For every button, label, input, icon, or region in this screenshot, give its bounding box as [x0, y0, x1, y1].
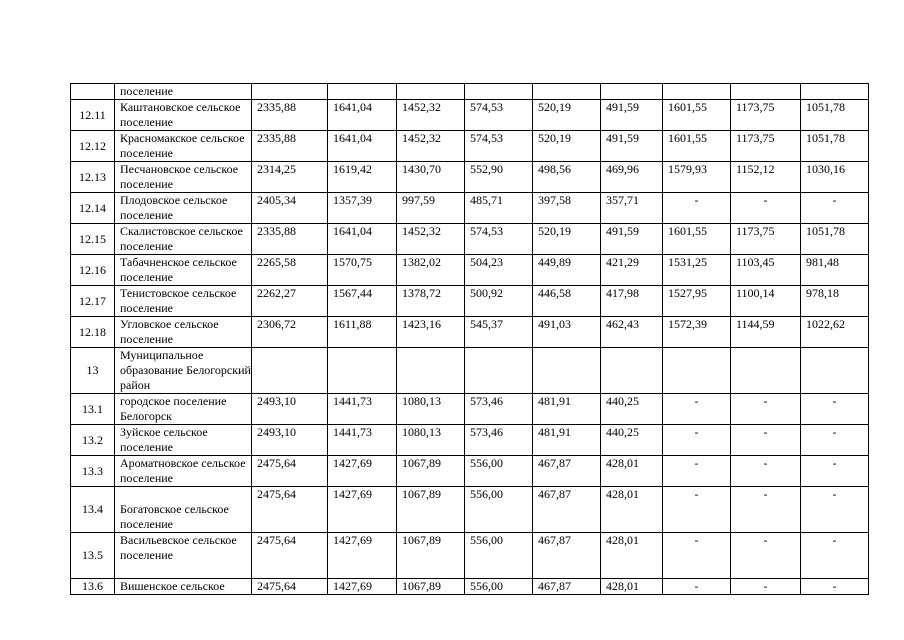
value-cell: 467,87: [533, 579, 601, 595]
row-number-cell: 12.11: [71, 100, 115, 131]
settlement-name-cell: Муниципальное образование Белогорский район: [115, 348, 252, 394]
value-cell: 1152,12: [731, 162, 801, 193]
value-cell: 485,71: [465, 193, 533, 224]
value-cell: 491,59: [601, 224, 663, 255]
value-cell: [601, 348, 663, 394]
value-cell: -: [663, 487, 731, 533]
table-row: [71, 394, 869, 425]
table-row: [71, 255, 869, 286]
value-cell: 469,96: [601, 162, 663, 193]
table-row: [71, 317, 869, 348]
value-cell: 573,46: [465, 425, 533, 456]
settlement-name-cell: Скалистовское сельское поселение: [115, 224, 252, 255]
value-cell: [252, 84, 328, 100]
value-cell: 1067,89: [397, 487, 465, 533]
value-cell: 574,53: [465, 100, 533, 131]
value-cell: 467,87: [533, 533, 601, 579]
value-cell: 2335,88: [252, 224, 328, 255]
value-cell: 2335,88: [252, 100, 328, 131]
value-cell: 1423,16: [397, 317, 465, 348]
value-cell: 2314,25: [252, 162, 328, 193]
value-cell: 417,98: [601, 286, 663, 317]
row-number-cell: 13.4: [71, 487, 115, 533]
value-cell: 491,59: [601, 131, 663, 162]
value-cell: 1378,72: [397, 286, 465, 317]
value-cell: 1531,25: [663, 255, 731, 286]
value-cell: 1022,62: [801, 317, 869, 348]
value-cell: 1452,32: [397, 131, 465, 162]
settlement-name-cell: поселение: [115, 84, 252, 100]
value-cell: [397, 348, 465, 394]
row-number-cell: 13.3: [71, 456, 115, 487]
value-cell: -: [731, 487, 801, 533]
value-cell: 440,25: [601, 394, 663, 425]
value-cell: 467,87: [533, 456, 601, 487]
value-cell: [663, 84, 731, 100]
table-row: [71, 348, 869, 394]
value-cell: 446,58: [533, 286, 601, 317]
value-cell: 1067,89: [397, 456, 465, 487]
settlement-name-cell: Угловское сельское поселение: [115, 317, 252, 348]
table-row: [71, 131, 869, 162]
value-cell: 2262,27: [252, 286, 328, 317]
value-cell: 1452,32: [397, 224, 465, 255]
value-cell: 2493,10: [252, 425, 328, 456]
value-cell: [801, 348, 869, 394]
value-cell: 1427,69: [328, 487, 397, 533]
value-cell: -: [731, 456, 801, 487]
table-row: [71, 286, 869, 317]
value-cell: [328, 348, 397, 394]
settlement-name-cell: Табачненское сельское поселение: [115, 255, 252, 286]
table-row: [71, 487, 869, 533]
value-cell: [465, 84, 533, 100]
value-cell: 498,56: [533, 162, 601, 193]
row-number-cell: 13.5: [71, 533, 115, 579]
value-cell: 573,46: [465, 394, 533, 425]
value-cell: 1080,13: [397, 425, 465, 456]
value-cell: 428,01: [601, 533, 663, 579]
value-cell: -: [663, 579, 731, 595]
settlement-name-cell: Красномакское сельское поселение: [115, 131, 252, 162]
value-cell: -: [663, 533, 731, 579]
value-cell: -: [663, 394, 731, 425]
row-number-cell: 12.13: [71, 162, 115, 193]
value-cell: 520,19: [533, 224, 601, 255]
value-cell: -: [731, 579, 801, 595]
value-cell: 1427,69: [328, 533, 397, 579]
table-row: [71, 100, 869, 131]
value-cell: -: [663, 456, 731, 487]
row-number-cell: 12.18: [71, 317, 115, 348]
value-cell: -: [731, 425, 801, 456]
value-cell: 1067,89: [397, 533, 465, 579]
value-cell: 1357,39: [328, 193, 397, 224]
value-cell: 481,91: [533, 394, 601, 425]
value-cell: 556,00: [465, 533, 533, 579]
value-cell: 1601,55: [663, 131, 731, 162]
row-number-cell: 13.2: [71, 425, 115, 456]
value-cell: 1173,75: [731, 224, 801, 255]
value-cell: 1601,55: [663, 224, 731, 255]
value-cell: 1051,78: [801, 224, 869, 255]
value-cell: 1527,95: [663, 286, 731, 317]
value-cell: 421,29: [601, 255, 663, 286]
value-cell: 1452,32: [397, 100, 465, 131]
settlement-name-cell: Богатовское сельское поселение: [115, 487, 252, 533]
value-cell: 2493,10: [252, 394, 328, 425]
table-row: [71, 425, 869, 456]
value-cell: 1427,69: [328, 579, 397, 595]
value-cell: 1441,73: [328, 394, 397, 425]
value-cell: 1051,78: [801, 100, 869, 131]
value-cell: 1173,75: [731, 100, 801, 131]
value-cell: 978,18: [801, 286, 869, 317]
row-number-cell: 12.15: [71, 224, 115, 255]
row-number-cell: [71, 84, 115, 100]
value-cell: 1144,59: [731, 317, 801, 348]
row-number-cell: 13.1: [71, 394, 115, 425]
value-cell: 2475,64: [252, 579, 328, 595]
value-cell: 1641,04: [328, 224, 397, 255]
value-cell: 552,90: [465, 162, 533, 193]
value-cell: -: [731, 533, 801, 579]
value-cell: 2265,58: [252, 255, 328, 286]
value-cell: 2475,64: [252, 487, 328, 533]
value-cell: 467,87: [533, 487, 601, 533]
value-cell: 397,58: [533, 193, 601, 224]
value-cell: 1567,44: [328, 286, 397, 317]
row-number-cell: 12.16: [71, 255, 115, 286]
value-cell: -: [801, 487, 869, 533]
value-cell: 556,00: [465, 487, 533, 533]
table-row: [71, 456, 869, 487]
row-number-cell: 12.12: [71, 131, 115, 162]
value-cell: 2475,64: [252, 533, 328, 579]
value-cell: 462,43: [601, 317, 663, 348]
value-cell: 1030,16: [801, 162, 869, 193]
value-cell: 1641,04: [328, 100, 397, 131]
value-cell: -: [731, 394, 801, 425]
settlement-name-cell: Каштановское сельское поселение: [115, 100, 252, 131]
value-cell: 357,71: [601, 193, 663, 224]
value-cell: -: [801, 394, 869, 425]
value-cell: -: [801, 193, 869, 224]
value-cell: 504,23: [465, 255, 533, 286]
value-cell: 440,25: [601, 425, 663, 456]
value-cell: 1619,42: [328, 162, 397, 193]
value-cell: 1441,73: [328, 425, 397, 456]
value-cell: -: [663, 425, 731, 456]
settlement-name-cell: Плодовское сельское поселение: [115, 193, 252, 224]
value-cell: 2306,72: [252, 317, 328, 348]
value-cell: 449,89: [533, 255, 601, 286]
table-row: [71, 162, 869, 193]
value-cell: -: [801, 579, 869, 595]
value-cell: 1051,78: [801, 131, 869, 162]
row-number-cell: 13: [71, 348, 115, 394]
value-cell: [663, 348, 731, 394]
value-cell: 1430,70: [397, 162, 465, 193]
value-cell: 520,19: [533, 131, 601, 162]
value-cell: 981,48: [801, 255, 869, 286]
value-cell: [328, 84, 397, 100]
settlement-name-cell: Васильевское сельское поселение: [115, 533, 252, 579]
value-cell: 1570,75: [328, 255, 397, 286]
row-number-cell: 13.6: [71, 579, 115, 595]
settlement-name-cell: Вишенское сельское: [115, 579, 252, 595]
value-cell: -: [801, 533, 869, 579]
settlement-name-cell: Тенистовское сельское поселение: [115, 286, 252, 317]
value-cell: [533, 348, 601, 394]
value-cell: 1601,55: [663, 100, 731, 131]
value-cell: 2335,88: [252, 131, 328, 162]
value-cell: 1173,75: [731, 131, 801, 162]
table-row: [71, 224, 869, 255]
value-cell: 574,53: [465, 131, 533, 162]
value-cell: 2405,34: [252, 193, 328, 224]
table-row: [71, 579, 869, 595]
value-cell: 1100,14: [731, 286, 801, 317]
value-cell: 1427,69: [328, 456, 397, 487]
value-cell: [801, 84, 869, 100]
value-cell: 1579,93: [663, 162, 731, 193]
value-cell: [397, 84, 465, 100]
value-cell: 2475,64: [252, 456, 328, 487]
value-cell: -: [663, 193, 731, 224]
value-cell: -: [801, 425, 869, 456]
value-cell: 1382,02: [397, 255, 465, 286]
value-cell: 556,00: [465, 579, 533, 595]
value-cell: 1103,45: [731, 255, 801, 286]
value-cell: 1067,89: [397, 579, 465, 595]
value-cell: [731, 84, 801, 100]
value-cell: [533, 84, 601, 100]
table-row: [71, 533, 869, 579]
value-cell: 1641,04: [328, 131, 397, 162]
value-cell: [601, 84, 663, 100]
value-cell: 997,59: [397, 193, 465, 224]
table-row: [71, 193, 869, 224]
value-cell: 574,53: [465, 224, 533, 255]
value-cell: [252, 348, 328, 394]
value-cell: 1080,13: [397, 394, 465, 425]
value-cell: 491,03: [533, 317, 601, 348]
value-cell: 428,01: [601, 456, 663, 487]
value-cell: [731, 348, 801, 394]
settlement-name-cell: Песчановское сельское поселение: [115, 162, 252, 193]
row-number-cell: 12.17: [71, 286, 115, 317]
settlement-name-cell: Ароматновское сельское поселение: [115, 456, 252, 487]
settlement-name-cell: Зуйское сельское поселение: [115, 425, 252, 456]
value-cell: 556,00: [465, 456, 533, 487]
value-cell: 500,92: [465, 286, 533, 317]
value-cell: 520,19: [533, 100, 601, 131]
value-cell: 428,01: [601, 579, 663, 595]
value-cell: 1572,39: [663, 317, 731, 348]
value-cell: -: [731, 193, 801, 224]
value-cell: 1611,88: [328, 317, 397, 348]
row-number-cell: 12.14: [71, 193, 115, 224]
value-cell: 481,91: [533, 425, 601, 456]
settlement-name-cell: городское поселение Белогорск: [115, 394, 252, 425]
tariff-table: [70, 83, 869, 595]
value-cell: 545,37: [465, 317, 533, 348]
value-cell: -: [801, 456, 869, 487]
value-cell: [465, 348, 533, 394]
value-cell: 491,59: [601, 100, 663, 131]
table-row: [71, 84, 869, 100]
value-cell: 428,01: [601, 487, 663, 533]
